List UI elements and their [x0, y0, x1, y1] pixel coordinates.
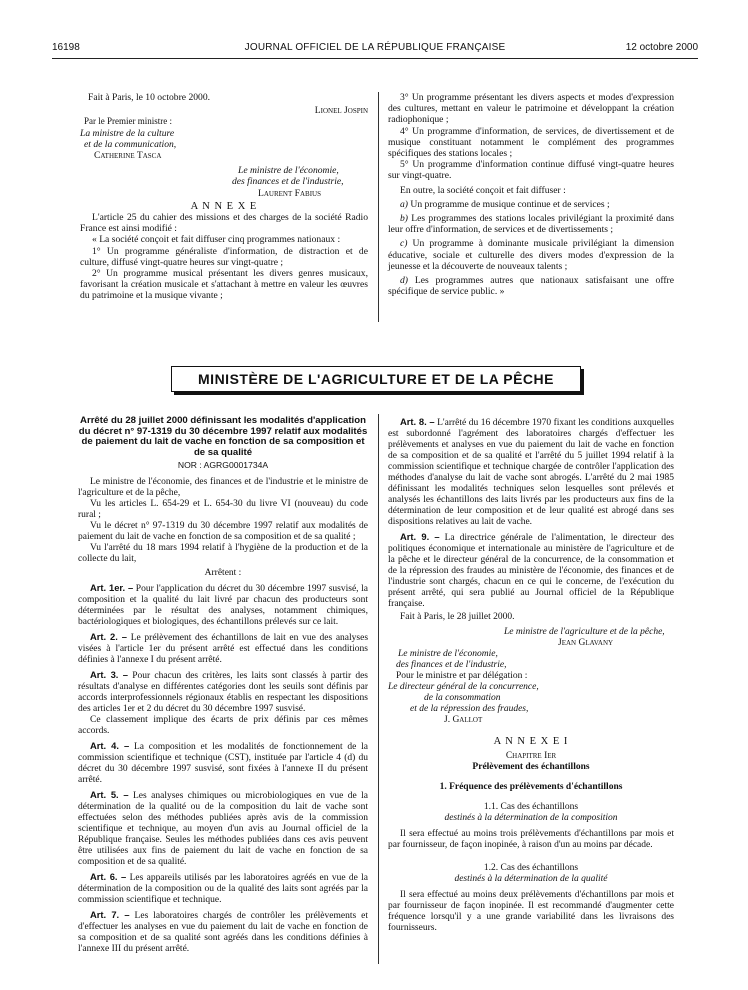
par-premier-ministre: Par le Premier ministre : [84, 116, 172, 127]
issue-date: 12 octobre 2000 [625, 42, 698, 53]
chapitre-title: Prélèvement des échantillons [472, 762, 590, 772]
annexe-1-heading: A N N E X E I [493, 736, 569, 747]
section-1-title: 1. Fréquence des prélèvements d'échantillons [439, 782, 623, 792]
top-right-column [388, 92, 674, 297]
article-8: Art. 8. – L'arrêté du 16 décembre 1970 fixant les conditions auxquelles est subordonné l'agrément des laboratoires chargés d'effectuer les prélèvements et analyses en vue du paiement du lait de vache en fonction de sa composition et de sa qualité et l'arrêté du 5 juillet 1994 relatif à la commission scientifique et technique chargée de contrôler l'application des méthodes d'analyse du lait de vache sont abrogés. L'arrêté du 2 mai 1985 définissant les modalités techniques selon lesquelles sont prélevés et analysés les échantillons des laits livrés par les producteurs aux fins de la détermination de leur composition et de leur qualité est abrogé dans ses dispositions relatives au lait de vache. [388, 416, 675, 527]
arrete-title: Arrêté du 28 juillet 2000 définissant les modalités d'application du décret n° 97-1319 du 30 décembre 1997 relatif aux modalités de paiement du lait de vache en fonction de sa composition et de sa qualité [78, 415, 368, 458]
item-c: c) Un programme à dominante musicale privilégiant la dimension éducative, sociale et culturelle des divers modes d'expression de la jeunesse et la découverte de nouveaux talents ; [388, 238, 674, 272]
annexe-heading: A N N E X E [190, 200, 258, 212]
ministre-economie: Le ministre de l'économie, [238, 165, 339, 177]
ministre-economie-b: Le ministre de l'économie, [398, 649, 498, 659]
header-rule [52, 58, 698, 59]
ministre-economie-b2: des finances et de l'industrie, [396, 660, 507, 670]
signer-tasca: Catherine Tasca [94, 150, 162, 162]
bottom-right-column [388, 416, 674, 934]
signer-jospin: Lionel Jospin [314, 105, 368, 117]
nor-reference: NOR : AGRG0001734A [177, 460, 269, 471]
directeur-3: et de la répression des fraudes, [410, 704, 529, 714]
ministre-culture: La ministre de la culture [80, 127, 175, 139]
signer-gallot: J. Gallot [444, 715, 483, 725]
programme-5: 5° Un programme d'information continue diffusé vingt-quatre heures sur vingt-quatre. [388, 159, 674, 182]
subsection-1-1-text: Il sera effectué au moins trois prélèvements d'échantillons par mois et par fournisseur, de façon inopinée, à raison d'un au moins par décade. [388, 829, 674, 850]
subsection-1-2-text: Il sera effectué au moins deux prélèvements d'échantillons par mois et par fournisseur de façon inopinée. Il est recommandé d'augmenter cette fréquence lorsqu'il y a une grande variabilité dans les livraisons des fournisseurs. [388, 890, 674, 933]
subsection-1-2: 1.2. Cas des échantillons [483, 863, 579, 873]
article-5: Art. 5. – Les analyses chimiques ou microbiologiques en vue de la détermination de la qualité ou de la composition du lait de vache sont effectuées selon des méthodes publiées après avis de la commission scientifique et technique, au moyen d'un avis au Journal officiel de la République française. Seules les méthodes publiées dans ces avis peuvent être utilisées aux fins de paiement du lait de vache en fonction de sa composition et de sa qualité. [78, 789, 368, 868]
subsection-1-1: 1.1. Cas des échantillons [483, 802, 579, 812]
annexe-paragraph-4: 2° Un programme musical présentant les divers genres musicaux, favorisant la création musicale et s'attachant à mettre en valeur les œuvres du patrimoine et la musique vivante ; [80, 268, 368, 302]
journal-title: JOURNAL OFFICIEL DE LA RÉPUBLIQUE FRANÇAISE [244, 42, 506, 53]
fait-date: Fait à Paris, le 10 octobre 2000. [88, 92, 211, 103]
visa-2: Vu les articles L. 654-29 et L. 654-30 du livre VI (nouveau) du code rural ; [78, 499, 368, 521]
article-3: Art. 3. – Pour chacun des critères, les laits sont classés à partir des résultats d'analyse en différentes catégories dont les seuils sont définis par accords interprofessionnels régionaux établis en respectant les dispositions des articles 1er et 2 du décret du 30 décembre 1997 susvisé. [78, 669, 368, 715]
fait-date-2: Fait à Paris, le 28 juillet 2000. [400, 612, 515, 622]
item-b: b) Les programmes des stations locales privilégiant la proximité dans leur offre d'information, de services et de divertissements ; [388, 213, 674, 236]
article-3-b: Ce classement implique des écarts de prix définis par ces mêmes accords. [78, 715, 368, 737]
visa-4: Vu l'arrêté du 18 mars 1994 relatif à l'hygiène de la production et de la collecte du lait, [78, 543, 368, 565]
article-6: Art. 6. – Les appareils utilisés par les laboratoires agréés en vue de la détermination de la composition ou de la qualité des laits sont agréés par la commission scientifique et technique. [78, 871, 369, 906]
directeur-2: de la consommation [424, 693, 501, 703]
programme-4: 4° Un programme d'information, de services, de divertissement et de musique constituant notamment le complément des programmes spécifiques des stations locales ; [388, 125, 674, 160]
article-2: Art. 2. – Le prélèvement des échantillons de lait en vue des analyses visées à l'article 1er du présent arrêté est effectué dans les conditions définies à l'annexe I du présent arrêté. [78, 631, 369, 666]
signer-glavany: Jean Glavany [558, 638, 614, 648]
ministry-title-box [171, 366, 581, 392]
article-7: Art. 7. – Les laboratoires chargés de contrôler les prélèvements et d'effectuer les analyses en vue du paiement du lait de vache en fonction de sa composition et de sa qualité sont agréés dans les conditions définies à l'annexe III du présent arrêté. [78, 909, 369, 955]
annexe-paragraph-2: « La société conçoit et fait diffuser cinq programmes nationaux : [92, 234, 341, 246]
item-d: d) Les programmes autres que nationaux satisfaisant une offre spécifique de service public. » [388, 275, 674, 298]
subsection-1-2-b: destinés à la détermination de la qualité [454, 874, 608, 884]
article-4: Art. 4. – La composition et les modalités de fonctionnement de la commission scientifique et technique (CST), instituée par l'article 4 (d) du décret du 30 décembre 1997 susvisé, sont fixées à l'annexe II du présent arrêté. [78, 740, 369, 786]
ministre-culture-2: et de la communication, [84, 138, 177, 150]
annexe-paragraph-1: L'article 25 du cahier des missions et des charges de la société Radio France est ainsi modifié : [80, 212, 368, 235]
par-delegation: Pour le ministre et par délégation : [396, 671, 528, 681]
visa-1: Le ministre de l'économie, des finances et de l'industrie et le ministre de l'agriculture et de la pêche, [78, 477, 368, 499]
article-9: Art. 9. – La directrice générale de l'alimentation, le directeur des politiques économique et internationale au ministère de l'agriculture et de la pêche et le directeur général de la concurrence, de la consommation et de la répression des fraudes au ministère de l'économie, des finances et de l'industrie sont chargés, chacun en ce qui le concerne, de l'exécution du présent arrêté, qui sera publié au Journal officiel de la République française. [388, 531, 674, 609]
en-outre: En outre, la société conçoit et fait diffuser : [400, 184, 566, 196]
ministry-title: MINISTÈRE DE L'AGRICULTURE ET DE LA PÊCHE [198, 371, 554, 387]
directeur-1: Le directeur général de la concurrence, [388, 682, 539, 692]
ministre-economie-2: des finances et de l'industrie, [232, 176, 344, 188]
visa-3: Vu le décret n° 97-1319 du 30 décembre 1997 relatif aux modalités de paiement du lait de vache en fonction de sa composition et de sa qualité ; [78, 521, 368, 543]
bottom-left-column [78, 416, 368, 955]
column-divider-top [378, 92, 379, 322]
arretent: Arrêtent : [204, 568, 242, 579]
page-header [52, 42, 698, 58]
ministre-agriculture: Le ministre de l'agriculture et de la pêche, [504, 627, 665, 637]
article-1: Art. 1er. – Pour l'application du décret du 30 décembre 1997 susvisé, la composition et la qualité du lait livré par chacun des producteurs sont déterminées par le résultat des analyses, notamment chimiques, bactériologiques et biologiques, des échantillons prélevés sur ce lait. [78, 582, 369, 628]
annexe-paragraph-3: 1° Un programme généraliste d'information, de distraction et de culture, diffusé vingt-quatre heures sur vingt-quatre ; [80, 245, 368, 268]
column-divider-bottom [378, 414, 379, 964]
chapitre-1: Chapitre Ier [505, 751, 557, 761]
subsection-1-1-b: destinés à la détermination de la composition [444, 813, 618, 823]
programme-3: 3° Un programme présentant les divers aspects et modes d'expression des cultures, mettant en valeur le patrimoine et développant la création radiophonique ; [388, 92, 674, 126]
item-a: a) Un programme de musique continue et de services ; [400, 198, 610, 210]
top-left-column [80, 92, 368, 302]
signer-fabius: Laurent Fabius [258, 187, 321, 199]
page-number: 16198 [52, 42, 80, 53]
